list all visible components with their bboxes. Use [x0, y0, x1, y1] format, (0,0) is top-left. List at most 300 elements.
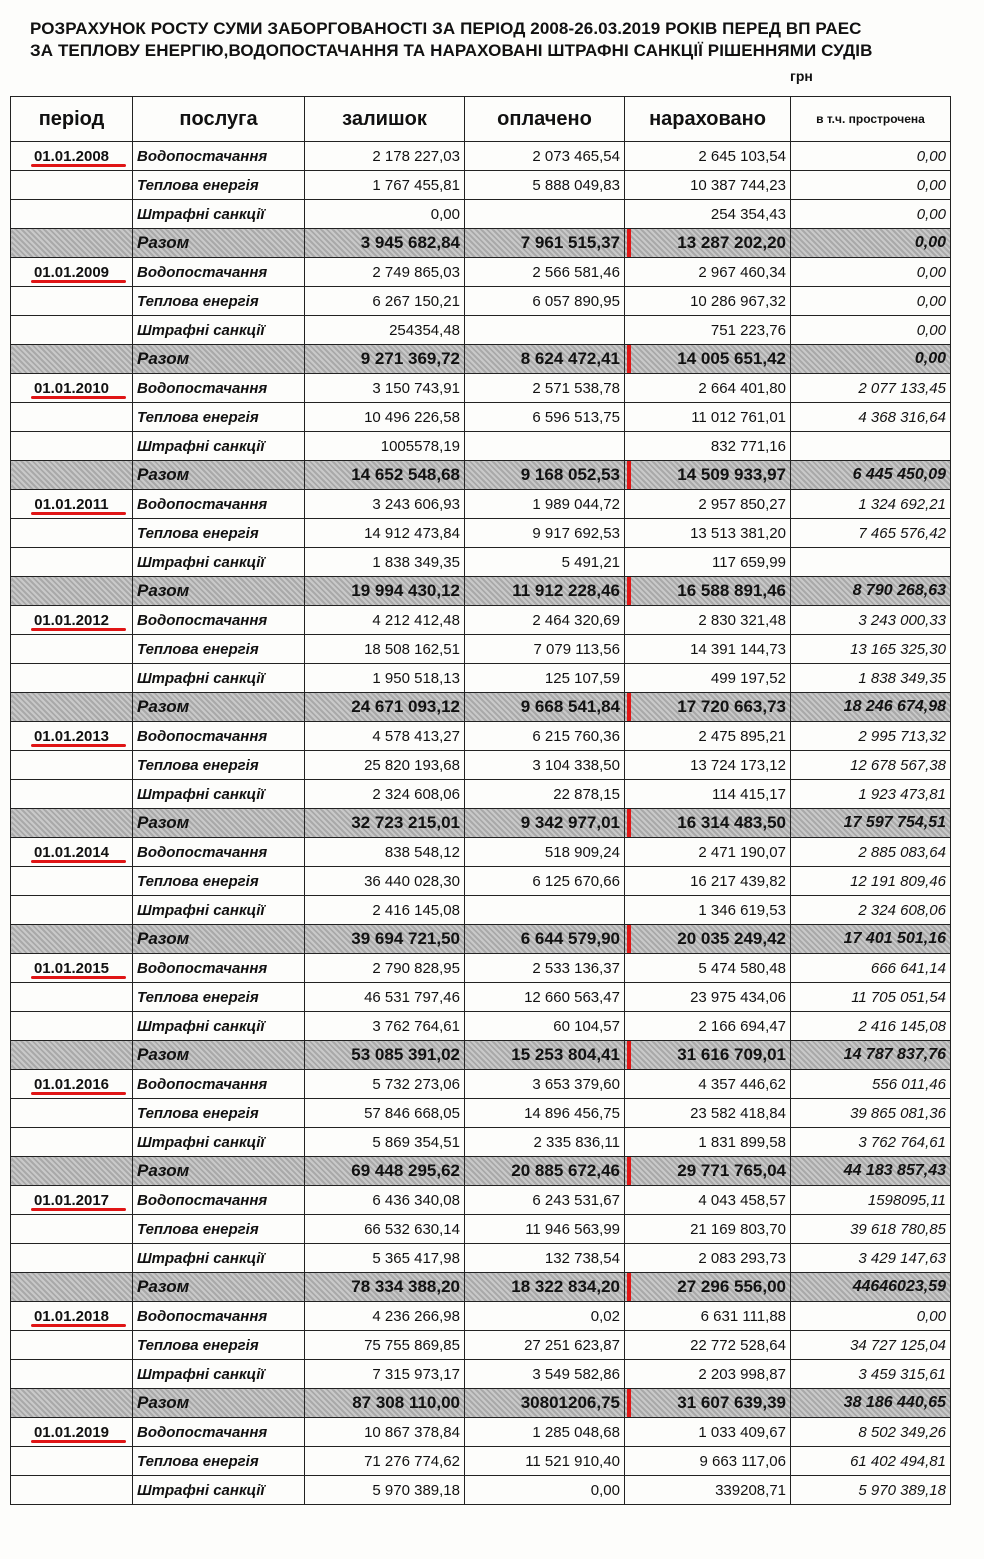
overdue-cell [791, 664, 951, 693]
service-value: Разом [137, 349, 190, 368]
period-cell [11, 258, 133, 287]
balance-value: 2 790 828,95 [372, 959, 460, 977]
paid-cell [465, 1302, 625, 1331]
overdue-cell [791, 1128, 951, 1157]
highlight-box [627, 925, 791, 954]
accrued-cell [625, 1331, 791, 1360]
accrued-cell [625, 925, 791, 954]
total-row [11, 693, 951, 722]
period-cell [11, 1389, 133, 1418]
paid-value: 11 521 910,40 [525, 1452, 620, 1470]
period-cell [11, 1070, 133, 1099]
service-value: Разом [137, 929, 190, 948]
service-value: Водопостачання [137, 147, 268, 165]
paid-value: 7 079 113,56 [533, 640, 620, 658]
service-cell [133, 1099, 305, 1128]
overdue-cell [791, 1012, 951, 1041]
balance-cell [305, 432, 465, 461]
service-cell [133, 548, 305, 577]
overdue-cell [791, 1099, 951, 1128]
title-line-2: ЗА ТЕПЛОВУ ЕНЕРГІЮ,ВОДОПОСТАЧАННЯ ТА НАРАХОВАНІ ШТРАФНІ САНКЦІЇ РІШЕННЯМИ СУДІВ [30, 41, 873, 60]
period-cell [11, 345, 133, 374]
paid-cell [465, 722, 625, 751]
paid-value: 9 342 977,01 [520, 813, 620, 832]
period-cell [11, 316, 133, 345]
overdue-cell [791, 374, 951, 403]
balance-value: 75 755 869,85 [364, 1336, 460, 1354]
balance-cell [305, 519, 465, 548]
service-value: Теплова енергія [137, 292, 259, 310]
service-value: Штрафні санкції [137, 669, 265, 687]
table-row [11, 867, 951, 896]
period-cell [11, 1186, 133, 1215]
paid-value: 30801206,75 [520, 1393, 620, 1412]
table-row [11, 1244, 951, 1273]
overdue-cell [791, 751, 951, 780]
overdue-cell [791, 606, 951, 635]
overdue-cell [791, 1360, 951, 1389]
accrued-value: 2 166 694,47 [698, 1017, 786, 1035]
accrued-value: 2 664 401,80 [698, 379, 786, 397]
accrued-value: 117 659,99 [712, 553, 786, 571]
overdue-value: 2 416 145,08 [858, 1017, 946, 1035]
paid-cell [465, 432, 625, 461]
service-cell [133, 1041, 305, 1070]
paid-value: 0,02 [590, 1307, 620, 1325]
overdue-value: 1 324 692,21 [858, 495, 946, 513]
balance-cell [305, 1302, 465, 1331]
table-row [11, 171, 951, 200]
balance-value: 5 869 354,51 [372, 1133, 460, 1151]
balance-value: 0,00 [430, 205, 460, 223]
accrued-value: 23 582 418,84 [690, 1104, 786, 1122]
overdue-value: 0,00 [914, 350, 946, 367]
accrued-cell [625, 1186, 791, 1215]
overdue-value: 34 727 125,04 [850, 1336, 946, 1354]
balance-cell [305, 229, 465, 258]
table-row [11, 1447, 951, 1476]
accrued-cell [625, 954, 791, 983]
service-cell [133, 577, 305, 606]
balance-value: 4 236 266,98 [372, 1307, 460, 1325]
balance-value: 39 694 721,50 [351, 929, 460, 948]
balance-cell [305, 403, 465, 432]
paid-value: 2 571 538,78 [532, 379, 620, 397]
period-cell [11, 432, 133, 461]
period-cell [11, 1360, 133, 1389]
balance-value: 25 820 193,68 [364, 756, 460, 774]
service-cell [133, 374, 305, 403]
balance-value: 32 723 215,01 [351, 813, 460, 832]
highlight-box [627, 809, 791, 838]
table-row [11, 200, 951, 229]
service-value: Теплова енергія [137, 1104, 259, 1122]
accrued-cell [625, 577, 791, 606]
overdue-cell [791, 1157, 951, 1186]
overdue-cell [791, 200, 951, 229]
accrued-value: 13 724 173,12 [690, 756, 786, 774]
balance-value: 57 846 668,05 [364, 1104, 460, 1122]
overdue-value: 44 183 857,43 [843, 1162, 946, 1179]
overdue-cell [791, 287, 951, 316]
service-cell [133, 1244, 305, 1273]
overdue-value: 0,00 [916, 147, 946, 165]
balance-value: 18 508 162,51 [364, 640, 460, 658]
table-row [11, 287, 951, 316]
period-underline [31, 164, 126, 167]
header-paid: оплачено [465, 97, 625, 142]
period-cell [11, 1157, 133, 1186]
paid-value: 7 961 515,37 [520, 233, 620, 252]
balance-cell [305, 258, 465, 287]
accrued-value: 2 645 103,54 [698, 147, 786, 165]
service-cell [133, 1012, 305, 1041]
balance-value: 87 308 110,00 [352, 1393, 460, 1412]
paid-value: 2 566 581,46 [532, 263, 620, 281]
accrued-value: 4 043 458,57 [698, 1191, 786, 1209]
accrued-value: 17 720 663,73 [677, 697, 786, 716]
period-value: 01.01.2018 [33, 1307, 110, 1325]
period-underline [31, 512, 126, 515]
table-row [11, 1012, 951, 1041]
currency-unit: грн [790, 68, 813, 84]
balance-value: 78 334 388,20 [351, 1277, 460, 1296]
balance-value: 3 762 764,61 [372, 1017, 460, 1035]
paid-cell [465, 1418, 625, 1447]
paid-cell [465, 461, 625, 490]
overdue-value: 11 705 051,54 [851, 988, 946, 1006]
overdue-cell [791, 548, 951, 577]
overdue-value: 5 970 389,18 [858, 1481, 946, 1499]
accrued-value: 13 513 381,20 [690, 524, 786, 542]
service-value: Разом [137, 813, 190, 832]
period-cell [11, 403, 133, 432]
service-cell [133, 1215, 305, 1244]
overdue-value: 14 787 837,76 [843, 1046, 946, 1063]
paid-cell [465, 664, 625, 693]
period-underline [31, 280, 126, 283]
accrued-value: 10 286 967,32 [690, 292, 786, 310]
accrued-cell [625, 1302, 791, 1331]
overdue-cell [791, 1476, 951, 1505]
accrued-value: 2 957 850,27 [698, 495, 786, 513]
table-row [11, 403, 951, 432]
service-cell [133, 664, 305, 693]
period-underline [31, 860, 126, 863]
balance-cell [305, 751, 465, 780]
balance-cell [305, 1041, 465, 1070]
accrued-cell [625, 664, 791, 693]
paid-cell [465, 316, 625, 345]
balance-cell [305, 635, 465, 664]
accrued-cell [625, 1244, 791, 1273]
service-value: Теплова енергія [137, 524, 259, 542]
service-cell [133, 1157, 305, 1186]
balance-value: 838 548,12 [384, 843, 460, 861]
accrued-cell [625, 1128, 791, 1157]
period-cell [11, 983, 133, 1012]
header-accrued: нараховано [625, 97, 791, 142]
balance-cell [305, 1070, 465, 1099]
balance-value: 36 440 028,30 [364, 872, 460, 890]
paid-value: 11 912 228,46 [512, 581, 620, 600]
balance-value: 19 994 430,12 [351, 581, 460, 600]
balance-cell [305, 577, 465, 606]
balance-value: 2 178 227,03 [372, 147, 460, 165]
service-cell [133, 1070, 305, 1099]
accrued-cell [625, 1273, 791, 1302]
overdue-cell [791, 1447, 951, 1476]
balance-cell [305, 1331, 465, 1360]
paid-cell [465, 171, 625, 200]
overdue-value: 39 865 081,36 [850, 1104, 946, 1122]
accrued-cell [625, 722, 791, 751]
accrued-value: 21 169 803,70 [690, 1220, 786, 1238]
accrued-value: 16 588 891,46 [677, 581, 786, 600]
period-cell [11, 1331, 133, 1360]
accrued-value: 499 197,52 [710, 669, 786, 687]
paid-cell [465, 1476, 625, 1505]
period-cell [11, 1302, 133, 1331]
balance-cell [305, 693, 465, 722]
paid-value: 6 125 670,66 [532, 872, 620, 890]
period-cell [11, 490, 133, 519]
accrued-value: 29 771 765,04 [677, 1161, 786, 1180]
period-cell [11, 577, 133, 606]
balance-cell [305, 171, 465, 200]
accrued-value: 339208,71 [715, 1481, 786, 1499]
service-cell [133, 258, 305, 287]
balance-value: 14 652 548,68 [351, 465, 460, 484]
accrued-value: 2 471 190,07 [698, 843, 786, 861]
period-cell [11, 142, 133, 171]
table-row [11, 1186, 951, 1215]
paid-cell [465, 548, 625, 577]
balance-cell [305, 896, 465, 925]
overdue-value: 18 246 674,98 [843, 698, 946, 715]
balance-cell [305, 461, 465, 490]
paid-cell [465, 867, 625, 896]
overdue-value: 0,00 [916, 263, 946, 281]
balance-cell [305, 1157, 465, 1186]
overdue-cell [791, 1215, 951, 1244]
balance-cell [305, 316, 465, 345]
period-value: 01.01.2011 [34, 495, 109, 513]
overdue-value: 0,00 [914, 234, 946, 251]
highlight-box [627, 1389, 791, 1418]
paid-value: 11 946 563,99 [525, 1220, 620, 1238]
paid-cell [465, 345, 625, 374]
overdue-cell [791, 1389, 951, 1418]
overdue-cell [791, 519, 951, 548]
service-cell [133, 954, 305, 983]
paid-value: 14 896 456,75 [524, 1104, 620, 1122]
highlight-box [627, 345, 791, 374]
service-value: Штрафні санкції [137, 553, 265, 571]
overdue-value: 0,00 [916, 176, 946, 194]
paid-value: 2 073 465,54 [532, 147, 620, 165]
balance-cell [305, 548, 465, 577]
overdue-value: 8 502 349,26 [858, 1423, 946, 1441]
paid-cell [465, 983, 625, 1012]
accrued-value: 22 772 528,64 [690, 1336, 786, 1354]
service-value: Водопостачання [137, 727, 268, 745]
overdue-cell [791, 693, 951, 722]
balance-cell [305, 1186, 465, 1215]
period-cell [11, 751, 133, 780]
table-row [11, 751, 951, 780]
period-cell [11, 809, 133, 838]
paid-value: 22 878,15 [553, 785, 620, 803]
overdue-cell [791, 896, 951, 925]
service-cell [133, 1447, 305, 1476]
overdue-value: 2 885 083,64 [858, 843, 946, 861]
accrued-cell [625, 200, 791, 229]
service-value: Штрафні санкції [137, 785, 265, 803]
paid-value: 6 215 760,36 [532, 727, 620, 745]
service-value: Водопостачання [137, 263, 268, 281]
overdue-value: 44646023,59 [852, 1278, 946, 1295]
service-value: Штрафні санкції [137, 437, 265, 455]
overdue-cell [791, 490, 951, 519]
balance-value: 2 324 608,06 [372, 785, 460, 803]
service-value: Водопостачання [137, 611, 268, 629]
accrued-value: 2 083 293,73 [698, 1249, 786, 1267]
accrued-cell [625, 1157, 791, 1186]
balance-cell [305, 838, 465, 867]
paid-value: 2 335 836,11 [533, 1133, 620, 1151]
paid-cell [465, 403, 625, 432]
service-value: Штрафні санкції [137, 1249, 265, 1267]
service-cell [133, 1389, 305, 1418]
accrued-cell [625, 142, 791, 171]
period-cell [11, 229, 133, 258]
balance-value: 6 436 340,08 [372, 1191, 460, 1209]
balance-value: 6 267 150,21 [372, 292, 460, 310]
table-row [11, 1331, 951, 1360]
table-row [11, 1302, 951, 1331]
accrued-value: 2 475 895,21 [698, 727, 786, 745]
service-value: Водопостачання [137, 1075, 268, 1093]
balance-cell [305, 954, 465, 983]
total-row [11, 1273, 951, 1302]
period-cell [11, 1447, 133, 1476]
accrued-cell [625, 258, 791, 287]
balance-value: 3 945 682,84 [360, 233, 460, 252]
accrued-cell [625, 1215, 791, 1244]
balance-value: 254354,48 [389, 321, 460, 339]
overdue-value: 3 243 000,33 [858, 611, 946, 629]
balance-cell [305, 722, 465, 751]
overdue-value: 38 186 440,65 [843, 1394, 946, 1411]
paid-cell [465, 1070, 625, 1099]
accrued-cell [625, 1070, 791, 1099]
accrued-cell [625, 1012, 791, 1041]
accrued-cell [625, 345, 791, 374]
table-row [11, 519, 951, 548]
balance-cell [305, 1418, 465, 1447]
service-value: Теплова енергія [137, 408, 259, 426]
period-value: 01.01.2016 [33, 1075, 110, 1093]
overdue-cell [791, 577, 951, 606]
period-cell [11, 1128, 133, 1157]
table-row [11, 548, 951, 577]
period-cell [11, 171, 133, 200]
balance-cell [305, 867, 465, 896]
period-cell [11, 548, 133, 577]
paid-cell [465, 1041, 625, 1070]
accrued-cell [625, 1360, 791, 1389]
overdue-cell [791, 1186, 951, 1215]
service-cell [133, 1186, 305, 1215]
overdue-cell [791, 461, 951, 490]
accrued-cell [625, 490, 791, 519]
overdue-cell [791, 142, 951, 171]
balance-cell [305, 200, 465, 229]
paid-cell [465, 780, 625, 809]
period-underline [31, 396, 126, 399]
total-row [11, 1041, 951, 1070]
paid-value: 3 549 582,86 [532, 1365, 620, 1383]
period-cell [11, 925, 133, 954]
overdue-cell [791, 867, 951, 896]
balance-cell [305, 809, 465, 838]
overdue-value: 1 838 349,35 [858, 669, 946, 687]
balance-value: 3 150 743,91 [372, 379, 460, 397]
paid-value: 9 668 541,84 [520, 697, 620, 716]
period-underline [31, 1324, 126, 1327]
overdue-value: 6 445 450,09 [852, 466, 946, 483]
table-header-row [11, 97, 951, 142]
accrued-cell [625, 751, 791, 780]
service-cell [133, 751, 305, 780]
header-overdue: в т.ч. прострочена [791, 97, 951, 142]
overdue-cell [791, 403, 951, 432]
balance-cell [305, 1012, 465, 1041]
service-value: Разом [137, 697, 190, 716]
paid-value: 20 885 672,46 [511, 1161, 620, 1180]
highlight-box [627, 693, 791, 722]
paid-value: 132 738,54 [544, 1249, 620, 1267]
accrued-cell [625, 374, 791, 403]
balance-cell [305, 925, 465, 954]
paid-value: 125 107,59 [544, 669, 620, 687]
period-value: 01.01.2019 [33, 1423, 110, 1441]
overdue-value: 0,00 [916, 292, 946, 310]
total-row [11, 1157, 951, 1186]
overdue-value: 17 401 501,16 [843, 930, 946, 947]
balance-cell [305, 374, 465, 403]
balance-value: 5 970 389,18 [372, 1481, 460, 1499]
paid-value: 9 168 052,53 [520, 465, 620, 484]
service-value: Водопостачання [137, 379, 268, 397]
period-cell [11, 1215, 133, 1244]
balance-value: 69 448 295,62 [351, 1161, 460, 1180]
period-cell [11, 461, 133, 490]
service-cell [133, 229, 305, 258]
total-row [11, 229, 951, 258]
total-row [11, 1389, 951, 1418]
table-row [11, 664, 951, 693]
service-cell [133, 1360, 305, 1389]
service-cell [133, 403, 305, 432]
accrued-value: 751 223,76 [710, 321, 786, 339]
overdue-value: 12 191 809,46 [850, 872, 946, 890]
paid-value: 12 660 563,47 [524, 988, 620, 1006]
balance-cell [305, 606, 465, 635]
service-cell [133, 983, 305, 1012]
service-cell [133, 316, 305, 345]
